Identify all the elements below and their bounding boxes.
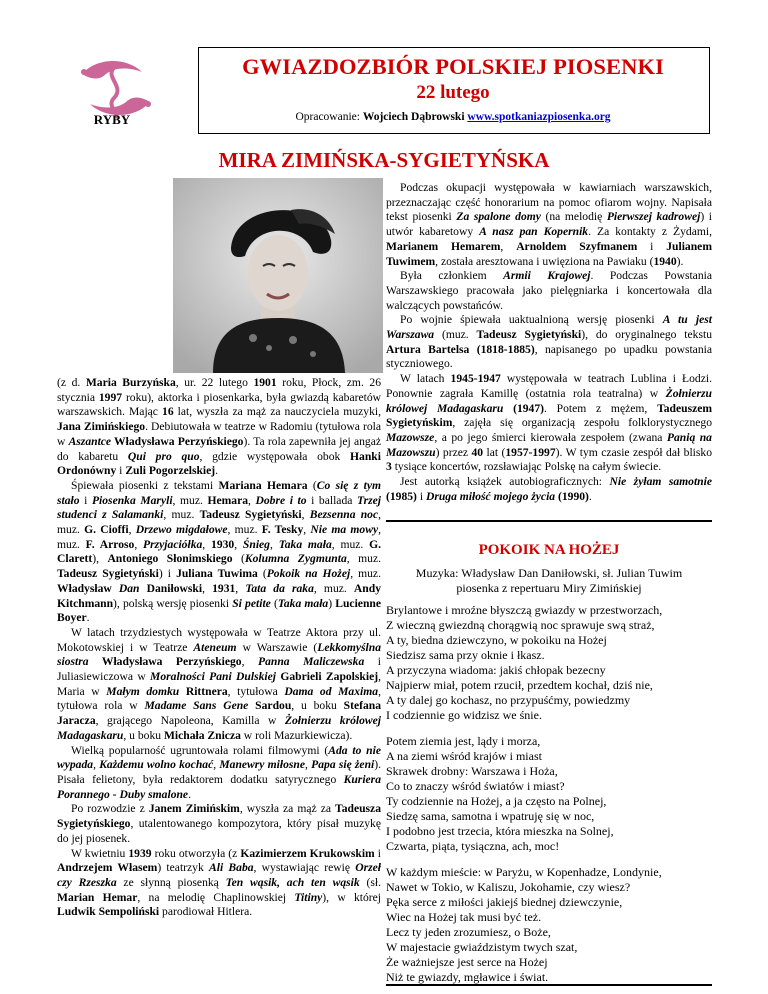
website-link[interactable]: www.spotkaniazpiosenka.org xyxy=(467,111,611,123)
zodiac-label: RYBY xyxy=(93,112,131,127)
lyric-line: A ty dalej go kochasz, no przypuśćmy, powiedzmy xyxy=(386,693,631,707)
lyrics-stanza-3 xyxy=(386,865,712,985)
song-credit-line: piosenka z repertuaru Miry Zimińskiej xyxy=(456,581,642,595)
lyric-line: Siedzisz sama przy oknie i łkasz. xyxy=(386,648,545,662)
bio-paragraph: Była członkiem Armii Krajowej. Podczas Powstania Warszawskiego pracowała jako pielęgniarka i koncertowała dla walczących powstańców. xyxy=(386,269,712,312)
lyric-line: Nawet w Tokio, w Kaliszu, Jokohamie, czy wiesz? xyxy=(386,880,631,894)
bio-paragraph: W kwietniu 1939 roku otworzyła (z Kazimierzem Krukowskim i Andrzejem Własem) teatrzyk Ali Baba, wystawiając rewię Orzeł czy Rzeszka ze słynną piosenką Ten wąsik, ach ten wąsik (sł. Marian Hemar, na melodię Chaplinowskiej Titiny), w której Ludwik Sempoliński parodiował Hitlera. xyxy=(57,846,381,919)
lyric-line: I podobno jest trzecia, która mieszka na Solnej, xyxy=(386,824,614,838)
lyric-line: W majestacie gwiaździstym twych szat, xyxy=(386,940,578,954)
bio-paragraph: Jest autorką książek autobiograficznych: Nie żyłam samotnie (1985) i Druga miłość mojego życia (1990). xyxy=(386,475,712,503)
song-credit-line: Muzyka: Władysław Dan Daniłowski, sł. Julian Tuwim xyxy=(415,566,683,580)
lyric-line: Skrawek drobny: Warszawa i Hoża, xyxy=(386,764,558,778)
bio-paragraph: Wielką popularność ugruntowała rolami filmowymi (Ada to nie wypada, Każdemu wolno kochać, Manewry miłosne, Papa się żeni). Pisała felietony, była redaktorem dodatku satyrycznego Kuriera Porannego - Duby smalone. xyxy=(57,743,382,801)
credit-label: Opracowanie: xyxy=(295,111,360,123)
bio-paragraph: Śpiewała piosenki z tekstami Mariana Hemara (Co się z tym stało i Piosenka Maryli, muz. Hemara, Dobre i to i ballada Trzej studenci z Salamanki, muz. Tadeusz Sygietyński, Bezsenna noc, muz. G. Cioffi, Drzewo migdałowe, muz. F. Tesky, Nie ma mowy, muz. F. Arroso, Przyjaciółka, 1930, Śnieg, Taka mała, muz. G. Clarett), Antoniego Słonimskiego (Kolumna Zygmunta, muz. Tadeusz Sygietyński) i Juliana Tuwima (Pokoik na Hożej, muz. Władysław Dan Daniłowski, 1931, Tata da raka, muz. Andy Kitchmann), polską wersję piosenki Si petite (Taka mała) Lucienne Boyer. xyxy=(57,478,382,625)
lyric-line: Wiec na Hożej tak musi być też. xyxy=(386,910,542,924)
lyric-line: Że ważniejsze jest serce na Hożej xyxy=(386,955,548,969)
bio-paragraph: Po wojnie śpiewała uaktualnioną wersję piosenki A tu jest Warszawa (muz. Tadeusz Sygietyński), do oryginalnego tekstu Artura Bartelsa (1818-1885), napisanego po upadku powstania styczniowego. xyxy=(386,313,712,371)
lyric-line: I codziennie go widzisz we śnie. xyxy=(386,708,542,722)
lyric-line: W każdym mieście: w Paryżu, w Kopenhadze, Londynie, xyxy=(386,865,662,879)
lyric-line: Lecz ty jeden zrozumiesz, o Boże, xyxy=(386,925,551,939)
lyric-line: Ty codziennie na Hożej, a ja często na Polnej, xyxy=(386,794,607,808)
lyric-line: Co to znaczy wśród światów i miast? xyxy=(386,779,565,793)
lyric-line: Siedzę sama, samotna i wpatruję się w noc, xyxy=(386,809,595,823)
lyric-line: A przyczyna wiadoma: jakiś chłopak bezecny xyxy=(386,663,606,677)
lyric-line: Z wieczną gwiezdną chorągwią noc sprawuje swą straż, xyxy=(386,618,655,632)
lyric-line: A ty, biedna dziewczyno, w pokoiku na Hożej xyxy=(386,633,607,647)
song-credit xyxy=(386,566,712,596)
bottom-divider xyxy=(386,984,712,986)
article-title: MIRA ZIMIŃSKA-SYGIETYŃSKA xyxy=(218,148,550,172)
biography-right xyxy=(386,181,712,504)
author-name: Wojciech Dąbrowski xyxy=(362,111,465,123)
bio-paragraph: Po rozwodzie z Janem Zimińskim, wyszła za mąż za Tadeusza Sygietyńskiego, utalentowanego kompozytora, który pisał muzykę do jej piosenek. xyxy=(57,802,381,845)
lyric-line: Czwarta, piąta, tysiączna, ach, moc! xyxy=(386,839,560,853)
lyrics-stanza-1 xyxy=(386,603,712,723)
lyric-line: Brylantowe i mroźne błyszczą gwiazdy w przestworzach, xyxy=(386,603,663,617)
portrait-photo xyxy=(173,178,383,373)
lyric-line: Niż te gwiazdy, mgławice i świat. xyxy=(386,970,549,984)
bio-paragraph: Podczas okupacji występowała w kawiarniach warszawskich, przeznaczając część honorarium na pomoc ofiarom wojny. Napisała tekst piosenki Za spalone domy (na melodię Pierwszej kadrowej) i utwór kabaretowy A nasz pan Kopernik. Za kontakty z Żydami, Marianem Hemarem, Arnoldem Szyfmanem i Julianem Tuwimem, została aresztowana i uwięziona na Pawiaku (1940). xyxy=(386,181,712,268)
bio-paragraph: W latach 1945-1947 występowała w teatrach Lublina i Łodzi. Ponownie zagrała Kamillę (ostatnia rola teatralna) w Żołnierzu królowej Madagaskaru (1947). Potem z mężem, Tadeuszem Sygietyńskim, zajęła się organizacją zespołu folklorystycznego Mazowsze, a po jego śmierci kierowała zespołem (zwana Panią na Mazowszu) przez 40 lat (1957-1997). W tym czasie zespół dał blisko 3 tysiące koncertów, rozsławiając Polskę na całym świecie. xyxy=(386,372,713,474)
bio-paragraph: W latach trzydziestych występowała w Teatrze Aktora przy ul. Mokotowskiej i w Teatrze Ateneum w Warszawie (Lekkomyślna siostra Władysława Perzyńskiego, Panna Maliczewska i Juliasiewiczowa w Moralności Pani Dulskiej Gabrieli Zapolskiej, Maria w Małym domku Rittnera, tytułowa Dama od Maxima, tytułowa rola w Madame Sans Gene Sardou, u boku Stefana Jaracza, grającego Napoleona, Kamilla w Żołnierzu królowej Madagaskaru, u boku Michała Znicza w roli Mazurkiewicza). xyxy=(57,625,382,742)
lyric-line: Najpierw miał, potem rzucił, przedtem kochał, dziś nie, xyxy=(386,678,653,692)
biography-left xyxy=(57,376,381,920)
lyric-line: Potem ziemia jest, lądy i morza, xyxy=(386,734,541,748)
section-divider xyxy=(386,520,712,522)
lyric-line: A na ziemi wśród krajów i miast xyxy=(386,749,542,763)
date-heading: 22 lutego xyxy=(416,82,490,103)
bio-paragraph: (z d. Maria Burzyńska, ur. 22 lutego 1901 roku, Płock, zm. 26 stycznia 1997 roku), aktorka i piosenkarka, była gwiazdą kabaretów warszawskich. Mając 16 lat, wyszła za mąż za nauczyciela muzyki, Jana Zimińskiego. Debiutowała w teatrze w Radomiu (tytułowa rola w Aszantce Władysława Perzyńskiego). Ta rola zapewniła jej angaż do kabaretu Qui pro quo, gdzie występowała obok Hanki Ordonówny i Zuli Pogorzelskiej. xyxy=(57,376,382,478)
page-title: GWIAZDOZBIÓR POLSKIEJ PIOSENKI xyxy=(242,54,664,79)
lyric-line: Pęka serce z miłości jakiejś biednej dziewczynie, xyxy=(386,895,623,909)
credit-line xyxy=(198,111,708,123)
lyrics-stanza-2 xyxy=(386,734,712,854)
song-title: POKOIK NA HOŻEJ xyxy=(478,542,620,558)
